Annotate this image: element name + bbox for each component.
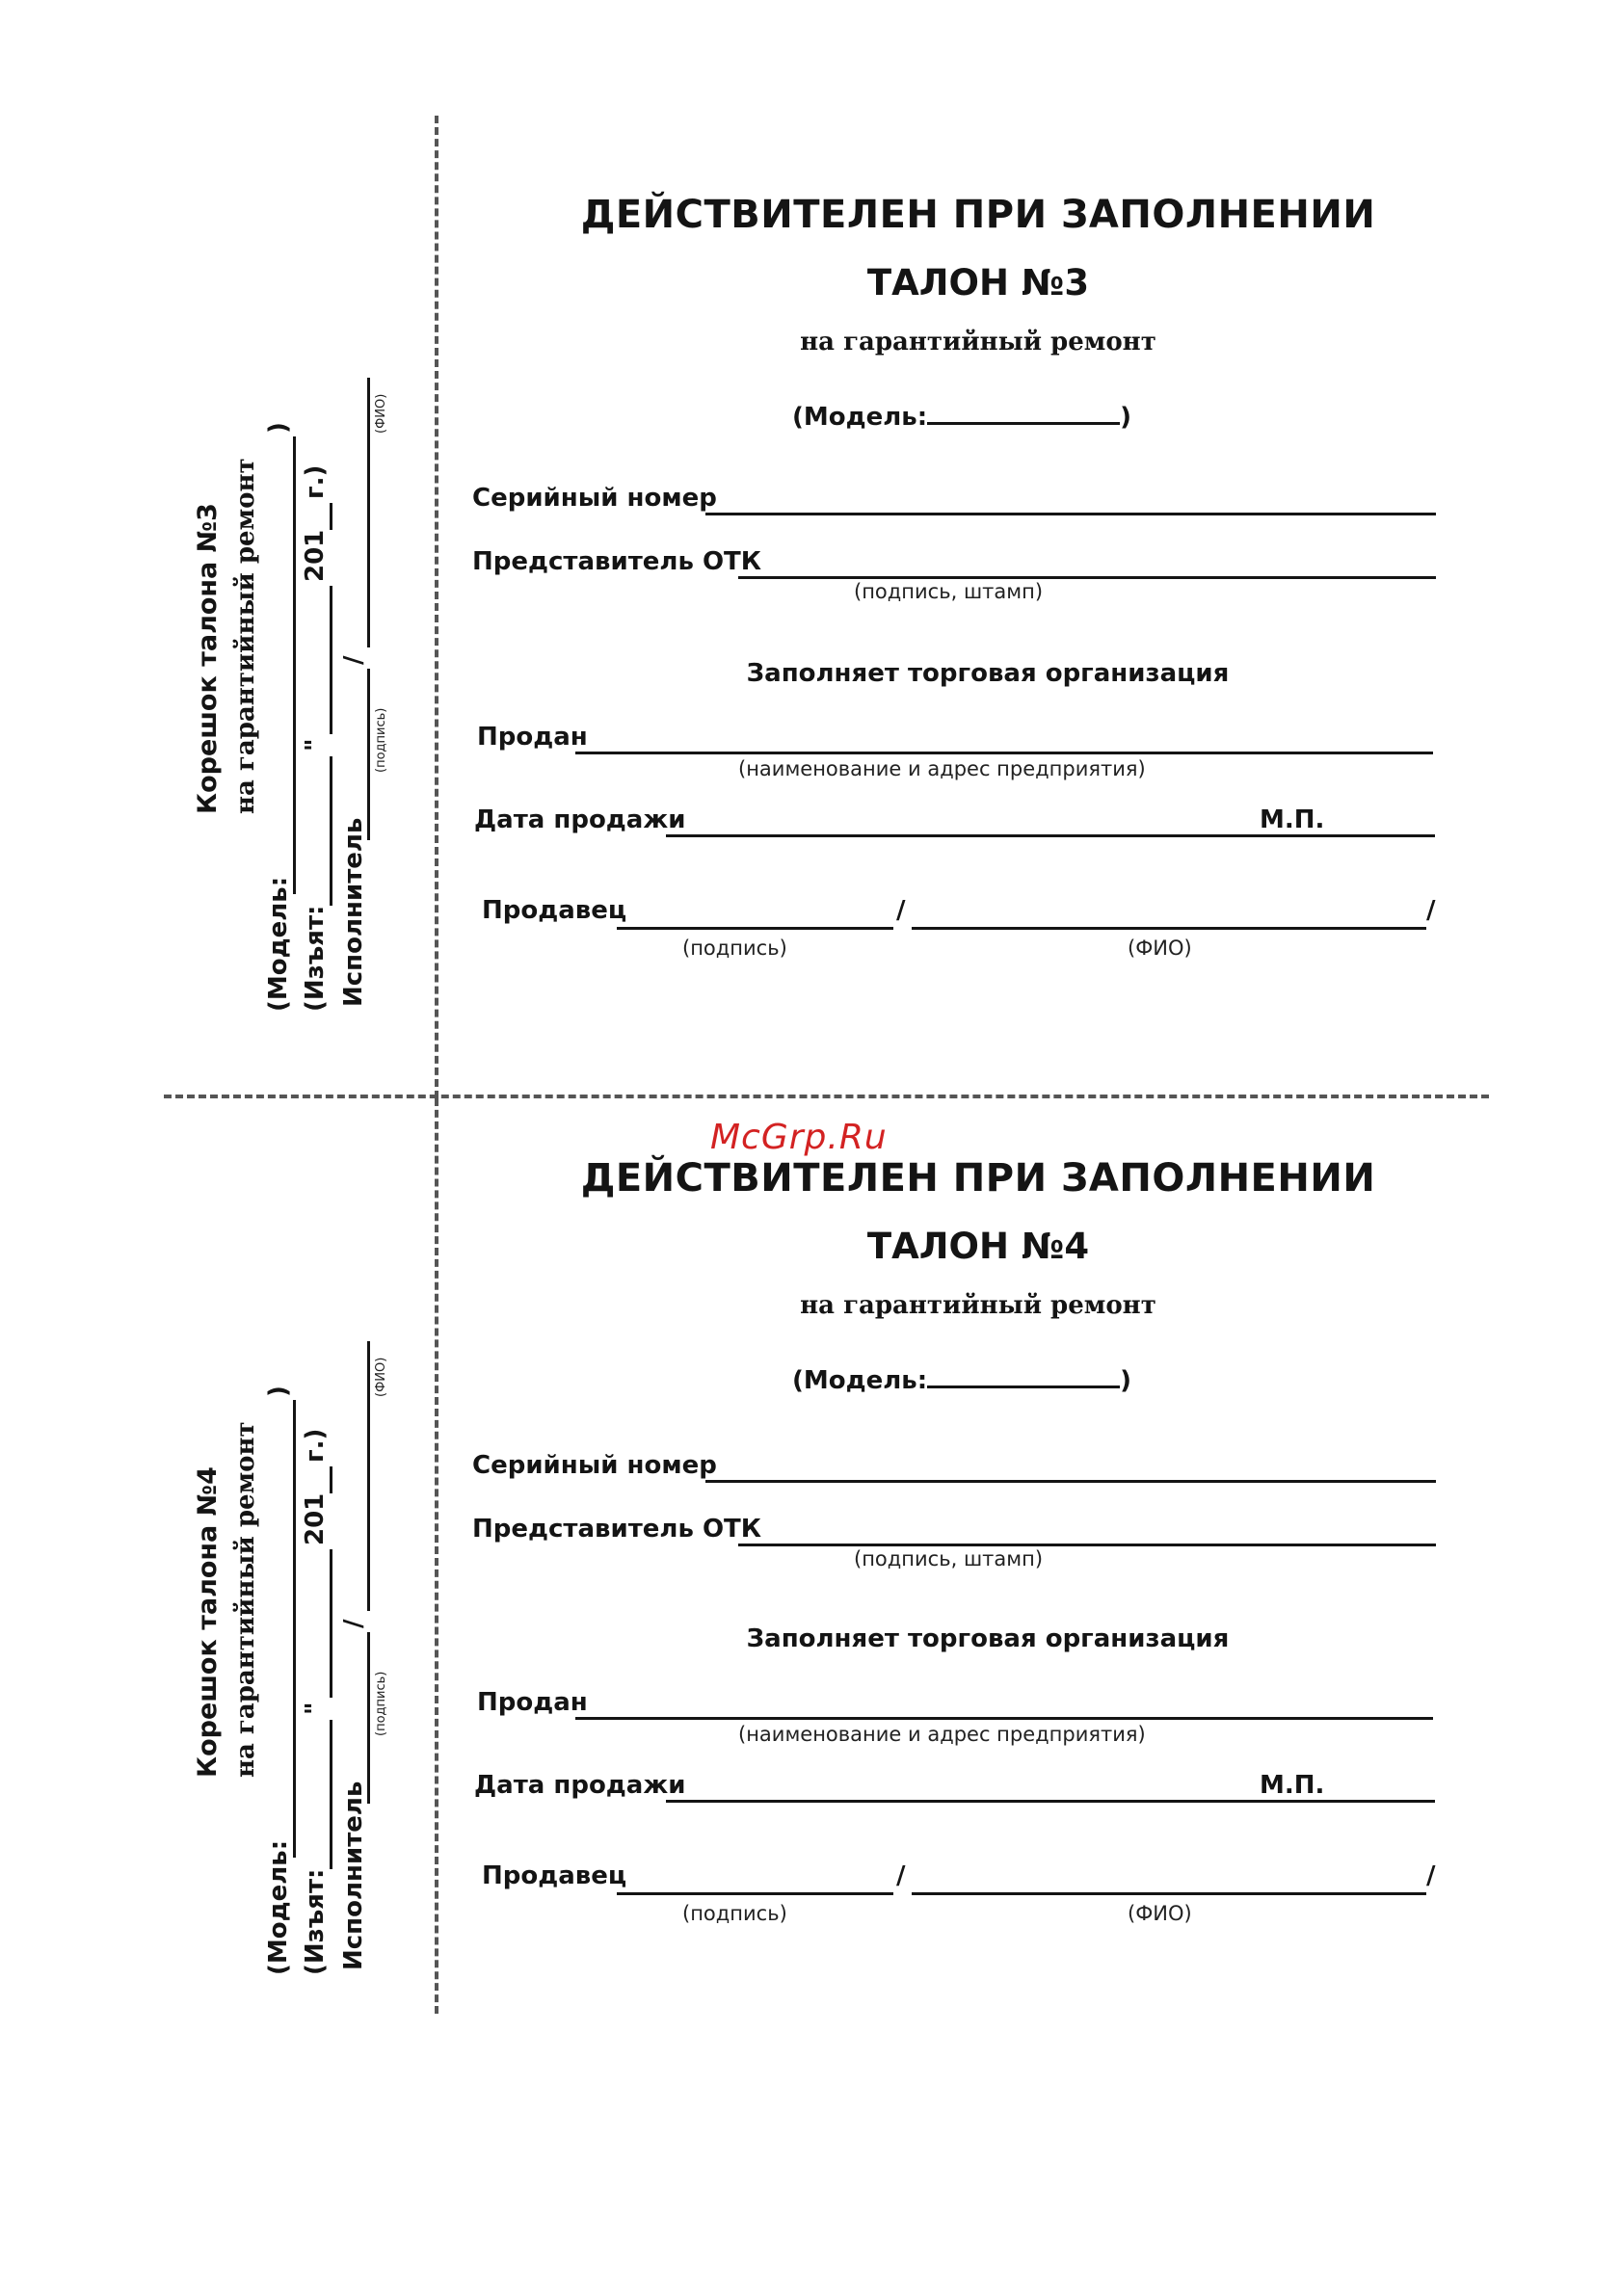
stamp-label: М.П. [1260, 1771, 1325, 1800]
stub-slash: / [339, 655, 368, 665]
stub-executor-label: Исполнитель [339, 1781, 368, 1970]
stub-model-label: (Модель: [264, 1839, 293, 1975]
date-label: Дата продажи [474, 805, 686, 834]
model-field[interactable] [792, 1366, 1131, 1395]
stub-title: Корешок талона №4 [193, 1466, 223, 1778]
stub-executor-label: Исполнитель [339, 817, 368, 1007]
date-label: Дата продажи [474, 1771, 686, 1800]
sold-label: Продан [477, 723, 588, 752]
stub-model-line[interactable] [293, 1400, 296, 1858]
stub-name-hint: (ФИО) [374, 393, 388, 434]
stub-year-prefix: 201 [301, 1492, 330, 1545]
stub-3 [193, 270, 388, 1041]
stub-month-line[interactable] [330, 586, 332, 734]
coupon-subtitle: на гарантийный ремонт [800, 1291, 1156, 1320]
stub-quote-mark: " [301, 1702, 330, 1715]
seller-sign-line[interactable] [617, 1892, 893, 1895]
stub-name-line[interactable] [367, 378, 370, 647]
seller-slash-1: / [896, 896, 906, 925]
watermark: McGrp.Ru [710, 1118, 888, 1157]
otk-line[interactable] [738, 576, 1436, 579]
stub-title: Корешок талона №3 [193, 503, 223, 814]
valid-header: ДЕЙСТВИТЕЛЕН ПРИ ЗАПОЛНЕНИИ [580, 1156, 1376, 1201]
seller-slash-2: / [1426, 896, 1436, 925]
stub-removed-line[interactable] [330, 756, 332, 906]
stub-model-close: ) [264, 1386, 293, 1397]
seller-slash-2: / [1426, 1861, 1436, 1890]
sold-line[interactable] [575, 752, 1433, 754]
date-line[interactable] [666, 1800, 1435, 1803]
coupon-4 [453, 1156, 1503, 2120]
seller-sign-hint: (подпись) [682, 937, 787, 960]
stub-model-line[interactable] [293, 436, 296, 894]
stub-year-line[interactable] [330, 1466, 332, 1493]
seller-name-line[interactable] [912, 927, 1426, 930]
seller-name-hint: (ФИО) [1128, 1902, 1192, 1925]
coupon-subtitle: на гарантийный ремонт [800, 328, 1156, 356]
coupon-title: ТАЛОН №3 [866, 262, 1090, 303]
stub-year-suffix: г.) [301, 1428, 330, 1463]
stub-year-suffix: г.) [301, 464, 330, 499]
date-line[interactable] [666, 834, 1435, 837]
serial-line[interactable] [705, 1480, 1436, 1483]
model-open-label: (Модель: [792, 1366, 928, 1395]
stub-year-prefix: 201 [301, 529, 330, 582]
model-field[interactable] [792, 403, 1131, 432]
stamp-label: М.П. [1260, 805, 1325, 834]
model-open-label: (Модель: [792, 403, 928, 432]
seller-label: Продавец [482, 1861, 627, 1890]
otk-label: Представитель ОТК [472, 547, 762, 576]
model-blank [927, 1386, 1120, 1388]
seller-sign-hint: (подпись) [682, 1902, 787, 1925]
stub-removed-label: (Изъят: [301, 1868, 330, 1975]
stub-name-line[interactable] [367, 1341, 370, 1611]
seller-name-line[interactable] [912, 1892, 1426, 1895]
sold-hint: (наименование и адрес предприятия) [738, 757, 1146, 780]
otk-label: Представитель ОТК [472, 1515, 762, 1544]
trade-header: Заполняет торговая организация [746, 1624, 1230, 1653]
coupon-title: ТАЛОН №4 [866, 1226, 1090, 1267]
seller-name-hint: (ФИО) [1128, 937, 1192, 960]
stub-sign-line[interactable] [367, 669, 370, 840]
stub-sign-hint: (подпись) [374, 707, 388, 773]
model-close-label: ) [1120, 403, 1132, 432]
sold-label: Продан [477, 1688, 588, 1717]
stub-year-line[interactable] [330, 503, 332, 530]
stub-model-label: (Модель: [264, 876, 293, 1012]
stub-name-hint: (ФИО) [374, 1357, 388, 1397]
stub-model-close: ) [264, 422, 293, 434]
stub-sign-line[interactable] [367, 1632, 370, 1804]
stub-4 [193, 1233, 388, 2004]
valid-header: ДЕЙСТВИТЕЛЕН ПРИ ЗАПОЛНЕНИИ [580, 193, 1376, 237]
stub-quote-mark: " [301, 738, 330, 752]
seller-sign-line[interactable] [617, 927, 893, 930]
stub-removed-label: (Изъят: [301, 905, 330, 1012]
stub-sign-hint: (подпись) [374, 1671, 388, 1736]
serial-label: Серийный номер [472, 1451, 717, 1480]
stub-slash: / [339, 1619, 368, 1628]
sold-hint: (наименование и адрес предприятия) [738, 1723, 1146, 1746]
serial-label: Серийный номер [472, 484, 717, 513]
model-close-label: ) [1120, 1366, 1132, 1395]
stub-subtitle: на гарантийный ремонт [231, 1421, 260, 1778]
model-blank [927, 422, 1120, 425]
trade-header: Заполняет торговая организация [746, 659, 1230, 688]
seller-label: Продавец [482, 896, 627, 925]
seller-slash-1: / [896, 1861, 906, 1890]
otk-line[interactable] [738, 1544, 1436, 1546]
vertical-cut-line-bottom [435, 1098, 438, 2014]
sold-line[interactable] [575, 1717, 1433, 1720]
vertical-cut-line-top [435, 116, 438, 1098]
stub-subtitle: на гарантийный ремонт [231, 458, 260, 814]
stub-removed-line[interactable] [330, 1720, 332, 1869]
otk-hint: (подпись, штамп) [854, 1547, 1044, 1570]
coupon-3 [453, 193, 1503, 1156]
serial-line[interactable] [705, 513, 1436, 515]
otk-hint: (подпись, штамп) [854, 580, 1044, 603]
stub-month-line[interactable] [330, 1549, 332, 1698]
